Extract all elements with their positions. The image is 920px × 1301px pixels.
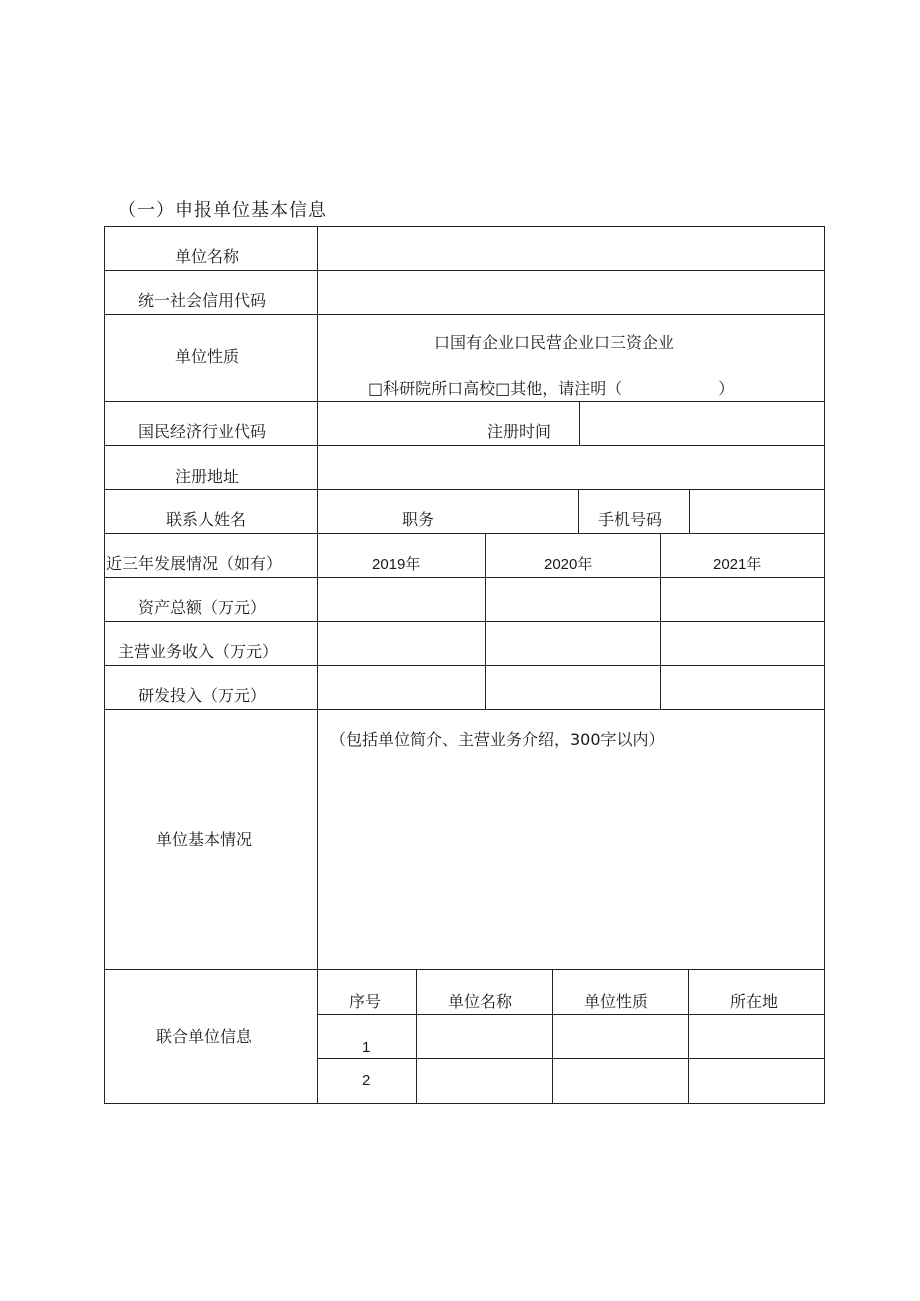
year-2021-header: 2021年 xyxy=(713,556,762,573)
assets-2019-field[interactable] xyxy=(318,578,485,621)
registration-address-field[interactable] xyxy=(318,446,825,489)
section-title: （一）申报单位基本信息 xyxy=(118,200,327,221)
joint-row-1-location[interactable] xyxy=(689,1015,825,1058)
joint-row-2-unit-name[interactable] xyxy=(417,1059,552,1104)
phone-field[interactable] xyxy=(690,490,825,533)
position-field[interactable] xyxy=(444,490,578,533)
joint-header-seq: 序号 xyxy=(349,992,382,1011)
year-2020-header: 2020年 xyxy=(544,556,593,573)
joint-header-unit-name: 单位名称 xyxy=(448,992,513,1011)
rd-investment-label: 研发投入（万元） xyxy=(138,686,267,705)
basic-info-hint: （包括单位简介、主营业务介绍，300字以内） xyxy=(330,730,665,749)
rd-2021-field[interactable] xyxy=(661,666,825,709)
column-divider xyxy=(317,226,318,1104)
joint-row-1-unit-nature[interactable] xyxy=(553,1015,688,1058)
row-divider xyxy=(104,314,825,315)
development-label: 近三年发展情况（如有） xyxy=(106,554,283,573)
revenue-2019-field[interactable] xyxy=(318,622,485,665)
joint-row-2-unit-nature[interactable] xyxy=(553,1059,688,1104)
unit-name-label: 单位名称 xyxy=(175,247,240,266)
joint-row-1-unit-name[interactable] xyxy=(417,1015,552,1058)
joint-header-unit-nature: 单位性质 xyxy=(584,992,649,1011)
basic-info-textarea[interactable] xyxy=(318,710,825,969)
basic-info-label: 单位基本情况 xyxy=(156,830,253,849)
year-2019-header: 2019年 xyxy=(372,556,421,573)
assets-2021-field[interactable] xyxy=(661,578,825,621)
joint-unit-label: 联合单位信息 xyxy=(156,1027,253,1046)
unit-nature-label: 单位性质 xyxy=(175,347,240,366)
assets-2020-field[interactable] xyxy=(486,578,660,621)
revenue-2020-field[interactable] xyxy=(486,622,660,665)
unit-nature-options-line2[interactable]: □科研院所口高校□其他，请注明（ ） xyxy=(368,379,735,398)
contact-name-label: 联系人姓名 xyxy=(166,510,247,529)
position-label: 职务 xyxy=(402,510,435,529)
registration-time-field[interactable] xyxy=(580,402,825,445)
row-divider xyxy=(104,533,825,534)
joint-row-seq-1: 1 xyxy=(362,1039,371,1056)
unit-nature-options-line1[interactable]: 口国有企业口民营企业口三资企业 xyxy=(434,333,675,352)
total-assets-label: 资产总额（万元） xyxy=(138,598,267,617)
phone-label: 手机号码 xyxy=(598,510,663,529)
revenue-2021-field[interactable] xyxy=(661,622,825,665)
main-revenue-label: 主营业务收入（万元） xyxy=(118,642,279,661)
rd-2019-field[interactable] xyxy=(318,666,485,709)
joint-header-location: 所在地 xyxy=(730,992,779,1011)
rd-2020-field[interactable] xyxy=(486,666,660,709)
registration-address-label: 注册地址 xyxy=(175,467,240,486)
column-divider xyxy=(578,489,579,533)
row-divider xyxy=(104,969,825,970)
contact-name-field[interactable] xyxy=(318,490,402,533)
credit-code-label: 统一社会信用代码 xyxy=(138,291,267,310)
applicant-info-form xyxy=(104,226,825,1104)
unit-name-field[interactable] xyxy=(318,226,825,270)
registration-time-label: 注册时间 xyxy=(487,422,552,441)
joint-row-2-location[interactable] xyxy=(689,1059,825,1104)
credit-code-field[interactable] xyxy=(318,271,825,314)
industry-code-label: 国民经济行业代码 xyxy=(138,422,267,441)
joint-row-seq-2: 2 xyxy=(362,1072,371,1089)
